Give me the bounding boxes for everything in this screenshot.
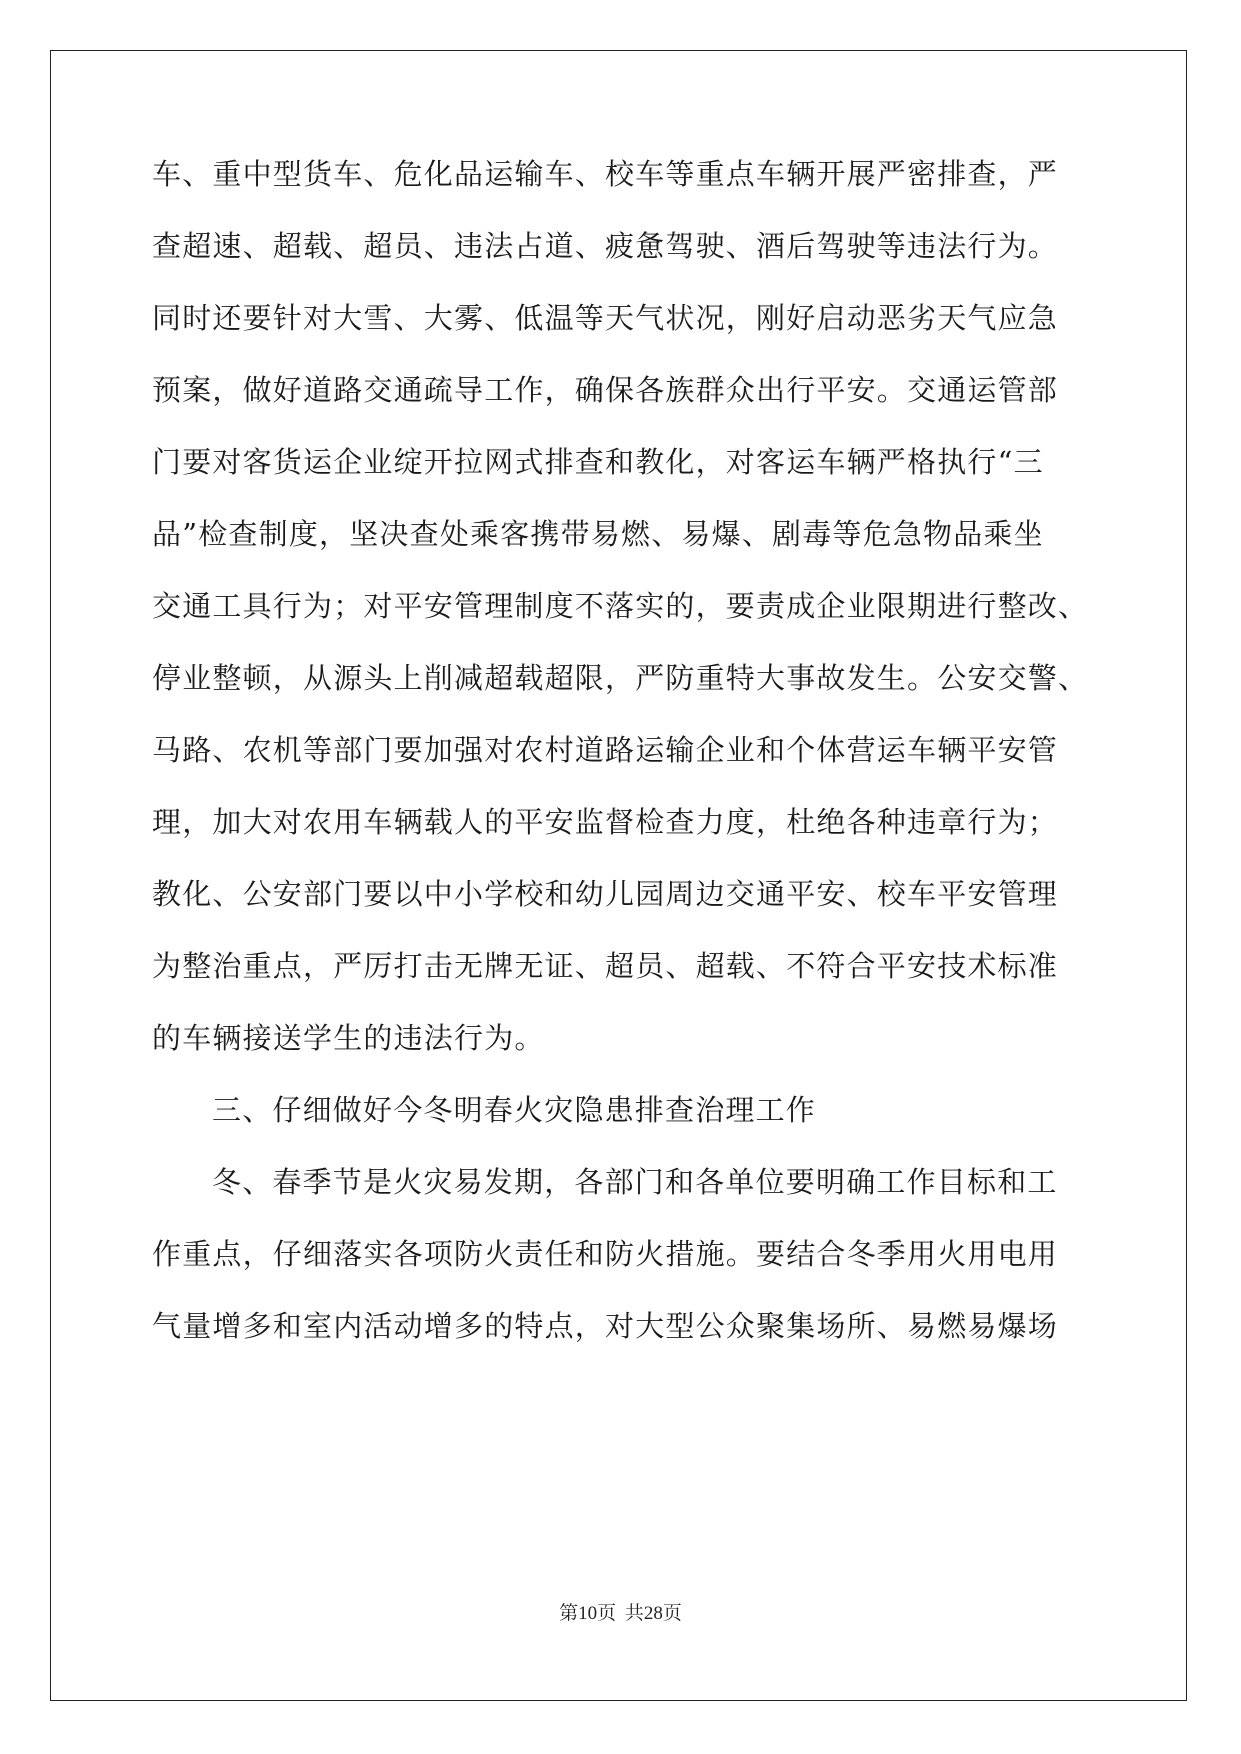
paragraph-line: 停业整顿，从源头上削减超载超限，严防重特大事故发生。公安交警、 [152, 661, 1089, 695]
paragraph-line: 门要对客货运企业绽开拉网式排查和教化，对客运车辆严格执行“三 [152, 445, 1044, 479]
paragraph-line: 同时还要针对大雪、大雾、低温等天气状况，刚好启动恶劣天气应急 [152, 301, 1059, 335]
paragraph-line: 品”检查制度，坚决查处乘客携带易燃、易爆、剧毒等危急物品乘坐 [152, 517, 1044, 551]
paragraph-line: 教化、公安部门要以中小学校和幼儿园周边交通平安、校车平安管理 [152, 877, 1059, 911]
paragraph-line: 气量增多和室内活动增多的特点，对大型公众聚集场所、易燃易爆场 [152, 1309, 1059, 1343]
current-page-number: 第10页 [559, 1603, 617, 1624]
paragraph-line: 马路、农机等部门要加强对农村道路运输企业和个体营运车辆平安管 [152, 733, 1059, 767]
paragraph-line: 为整治重点，严厉打击无牌无证、超员、超载、不符合平安技术标准 [152, 949, 1059, 983]
paragraph-line: 理，加大对农用车辆载人的平安监督检查力度，杜绝各种违章行为； [152, 805, 1059, 839]
paragraph-line: 作重点，仔细落实各项防火责任和防火措施。要结合冬季用火用电用 [152, 1237, 1059, 1271]
paragraph-line: 的车辆接送学生的违法行为。 [152, 1021, 545, 1055]
paragraph-line: 交通工具行为；对平安管理制度不落实的，要责成企业限期进行整改、 [152, 589, 1089, 623]
paragraph-line: 冬、春季节是火灾易发期，各部门和各单位要明确工作目标和工 [212, 1165, 1058, 1199]
total-page-count: 共28页 [624, 1603, 682, 1624]
paragraph-line: 预案，做好道路交通疏导工作，确保各族群众出行平安。交通运管部 [152, 373, 1059, 407]
paragraph-line: 查超速、超载、超员、违法占道、疲惫驾驶、酒后驾驶等违法行为。 [152, 229, 1059, 263]
page-footer [0, 1598, 1241, 1625]
section-heading: 三、仔细做好今冬明春火灾隐患排查治理工作 [212, 1093, 817, 1127]
paragraph-line: 车、重中型货车、危化品运输车、校车等重点车辆开展严密排查，严 [152, 157, 1059, 191]
